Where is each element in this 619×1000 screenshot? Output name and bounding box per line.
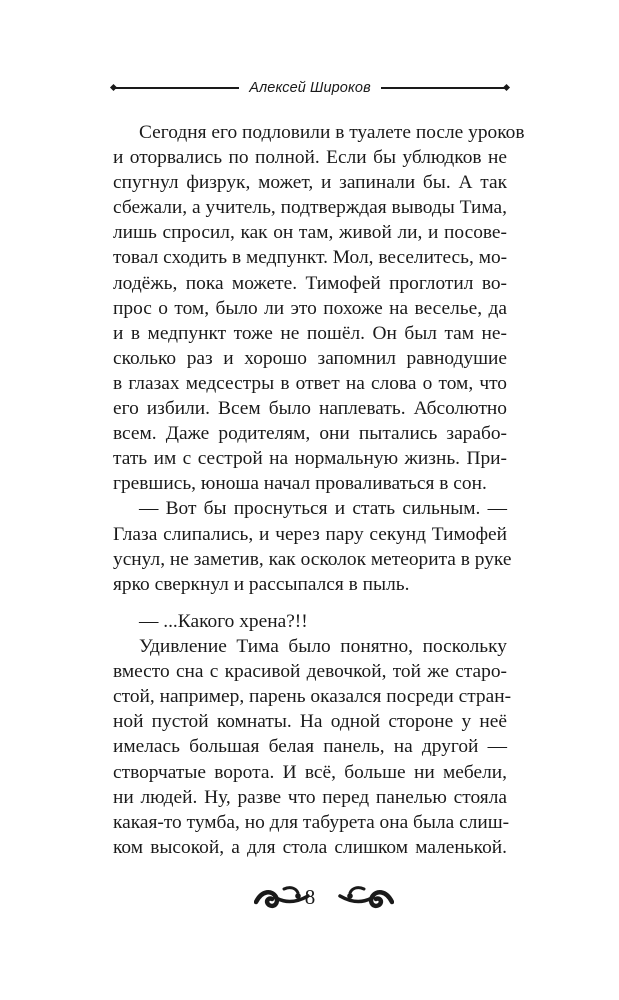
paragraph-4	[113, 634, 512, 860]
text-line: стой, например, парень оказался посреди стран-	[113, 686, 512, 708]
text-line: — Вот бы проснуться и стать сильным. —	[139, 498, 507, 520]
text-block-top	[113, 120, 525, 597]
text-line: ярко сверкнул и рассыпался в пыль.	[113, 573, 410, 595]
text-line: и оторвались по полной. Если бы ублюдков не	[113, 147, 507, 169]
flourish-right-icon	[338, 884, 394, 912]
paragraph-2	[113, 496, 512, 596]
text-line: имелась большая белая панель, на другой —	[113, 736, 507, 758]
text-line: сколько раз и хорошо запомнил равнодушие	[113, 347, 507, 369]
text-line: в глазах медсестры в ответ на слова о том, что	[113, 372, 507, 394]
text-line: ной пустой комнаты. На одной стороне у неё	[113, 711, 507, 733]
text-line: спугнул физрук, может, и запинали бы. А так	[113, 172, 507, 194]
running-title: Алексей Широков	[249, 80, 371, 96]
text-line: его избили. Всем было наплевать. Абсолютно	[113, 398, 507, 420]
page-number: 8	[304, 885, 316, 909]
text-line: гревшись, юноша начал проваливаться в сон.	[113, 473, 487, 495]
text-line: лишь спросил, как он там, живой ли, и посове-	[113, 222, 507, 244]
text-line: Глаза слипались, и через пару секунд Тимофей	[113, 523, 507, 545]
text-line: Удивление Тима было понятно, поскольку	[139, 636, 507, 658]
text-line: створчатые ворота. И всё, больше ни мебели,	[113, 761, 507, 783]
text-line: вместо сна с красивой девочкой, той же старо-	[113, 661, 507, 683]
text-line: прос о том, было ли это похоже на веселье, да	[113, 297, 507, 319]
text-line: какая-то тумба, но для табурета она была слиш-	[113, 811, 510, 833]
text-line: ком высокой, а для стола слишком маленькой.	[113, 836, 507, 858]
text-line: всем. Даже родителям, они пытались зарабо-	[113, 423, 507, 445]
text-line: сбежали, а учитель, подтверждая выводы Тима,	[113, 197, 507, 219]
header-rule-right	[381, 87, 507, 88]
text-line: тать им с сестрой на нормальную жизнь. При-	[113, 448, 507, 470]
text-line: и в медпункт тоже не пошёл. Он был там не-	[113, 322, 507, 344]
text-block-bottom	[113, 609, 512, 860]
running-header	[113, 78, 507, 98]
paragraph-3	[113, 609, 507, 634]
paragraph-1	[113, 120, 525, 496]
page-footer	[0, 882, 619, 922]
text-line: ни людей. Ну, разве что перед панелью стояла	[113, 786, 507, 808]
text-line: уснул, не заметив, как осколок метеорита в руке	[113, 548, 512, 570]
text-line: Сегодня его подловили в туалете после уроков	[139, 122, 525, 143]
text-line: — ...Какого хрена?!!	[139, 611, 308, 632]
text-line: лодёжь, пока можете. Тимофей проглотил во-	[113, 272, 507, 294]
text-line: товал сходить в медпункт. Мол, веселитесь, мо-	[113, 247, 508, 269]
header-rule-left	[113, 87, 239, 88]
